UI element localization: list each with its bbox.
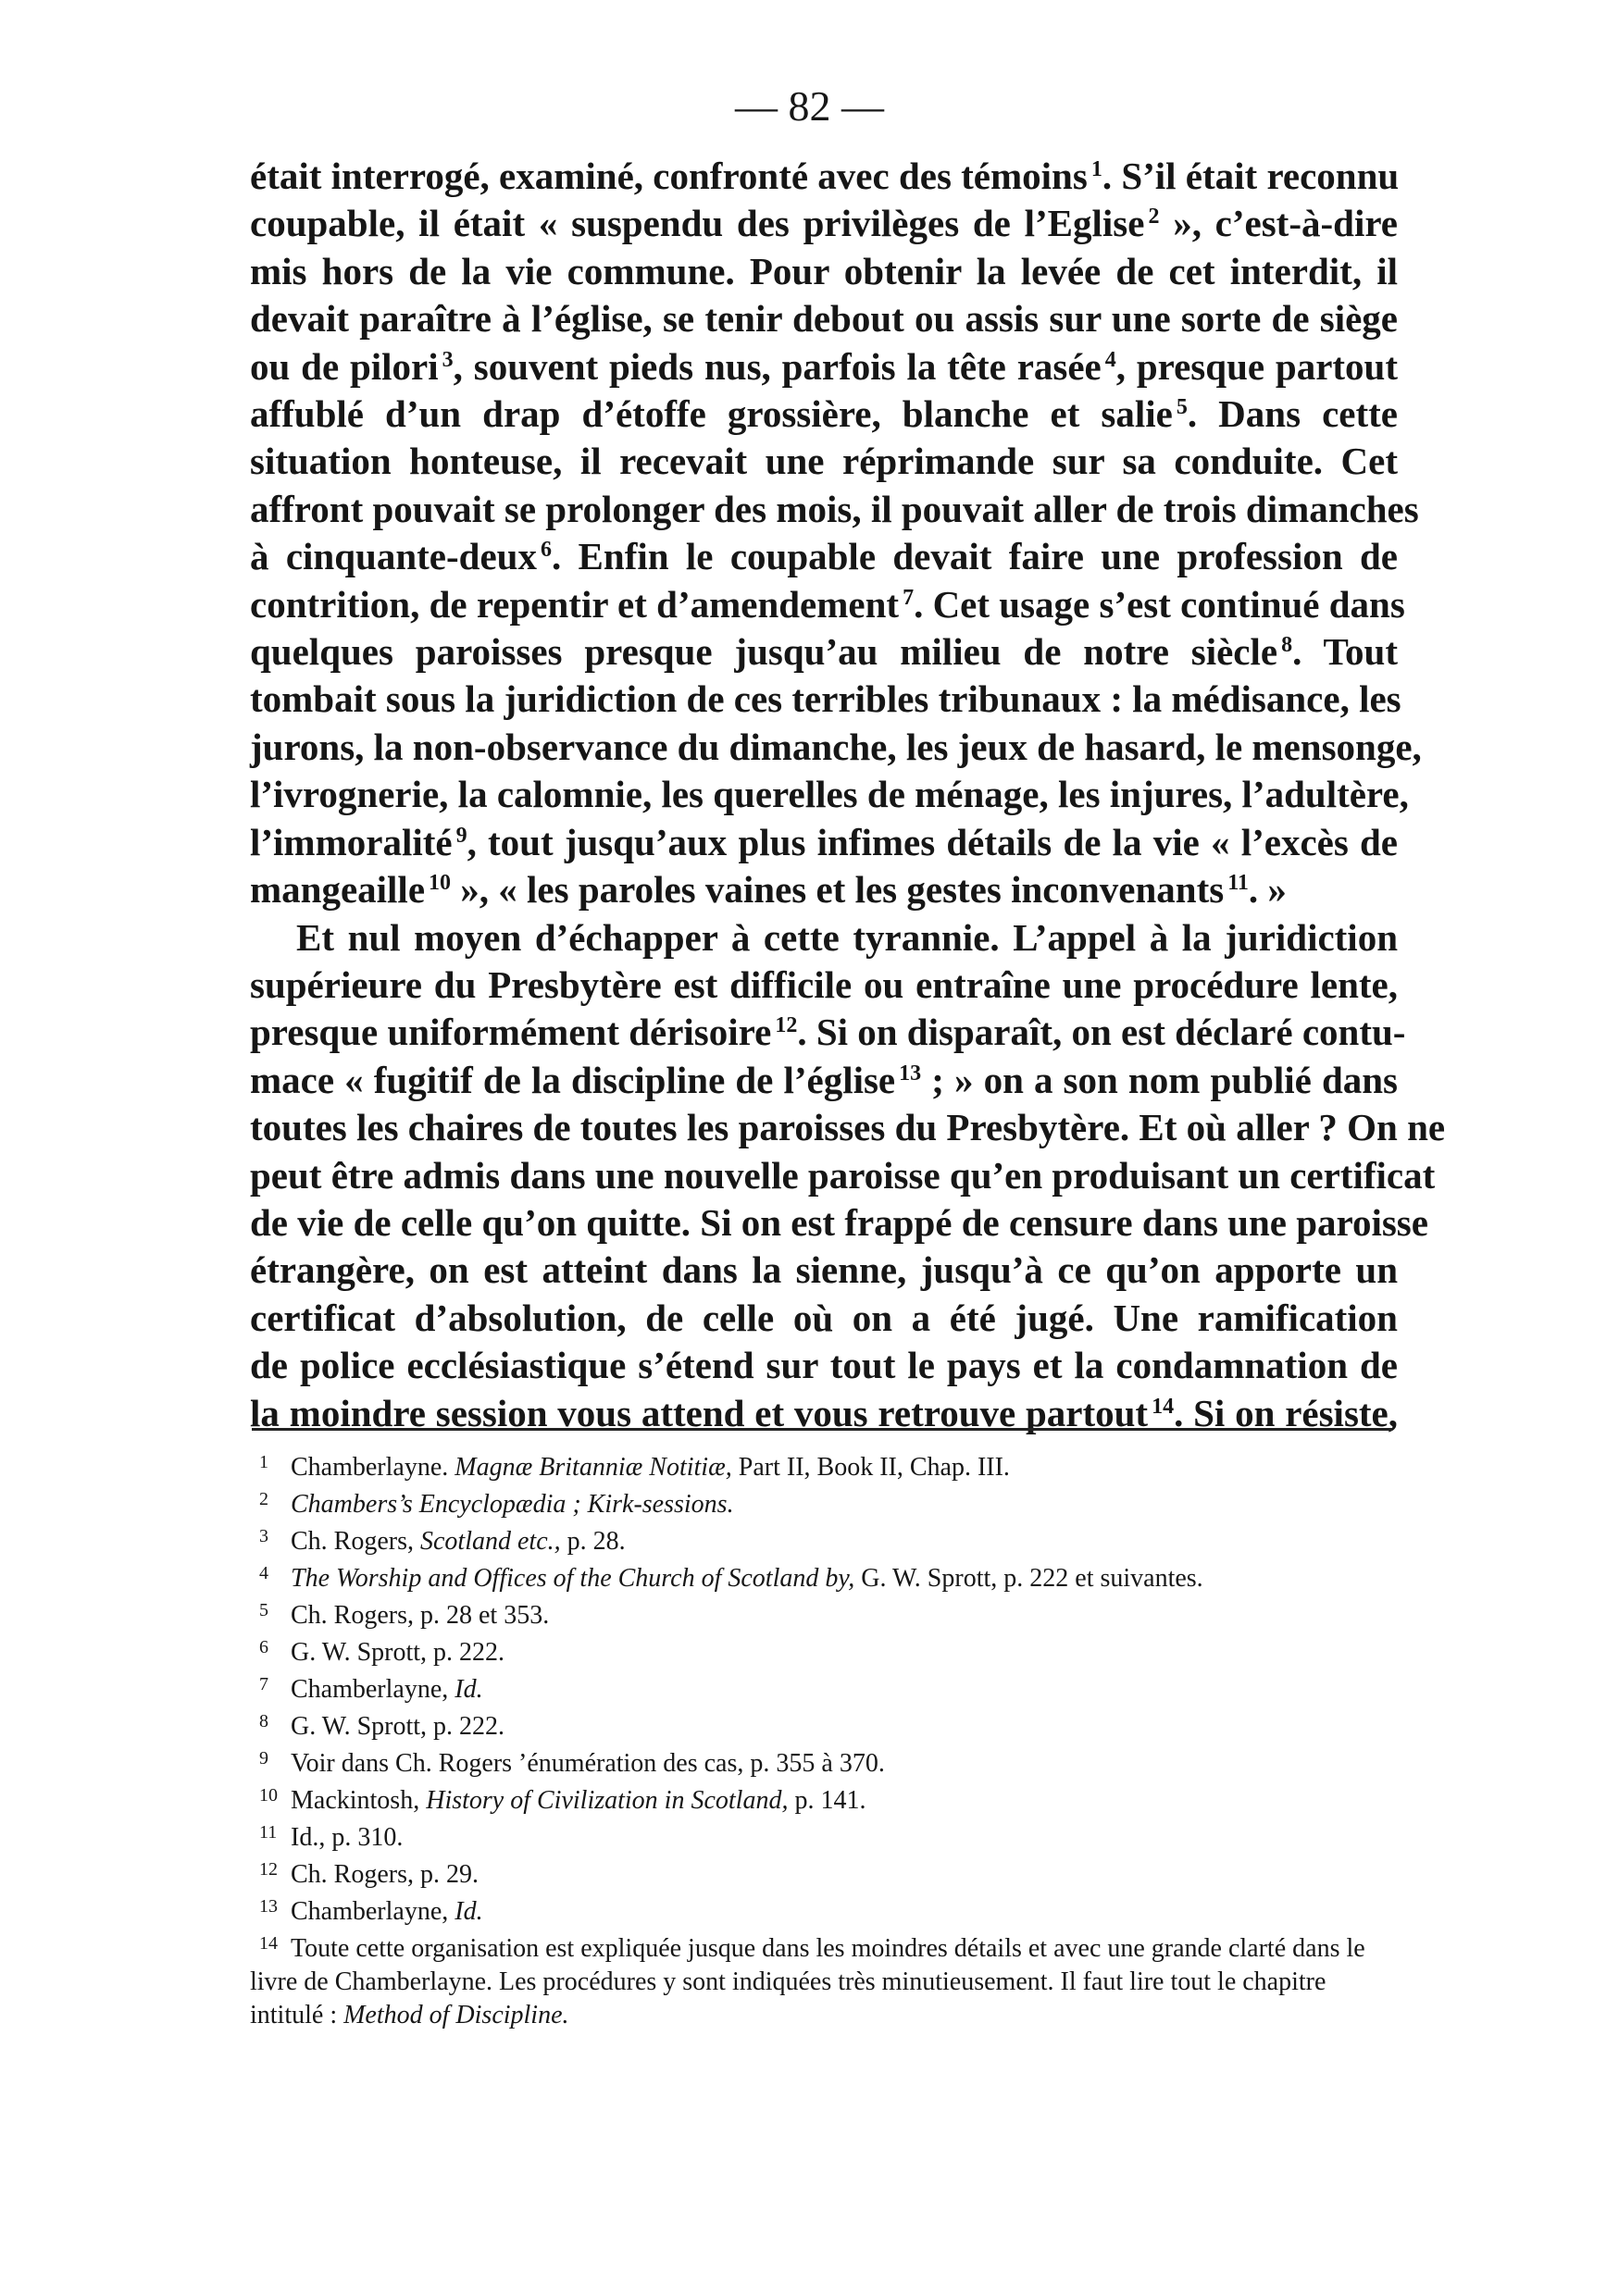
text-line: supérieure du Presbytère est difficile ou entraîne une procédure lente, [250,962,1398,1006]
footnote-ref[interactable]: 10 [429,871,452,896]
text-line: certificat d’absolution, de celle où on a été jugé. Une ramification [250,1296,1398,1339]
footnote-ref[interactable]: 11 [1227,871,1249,896]
footnote-ref[interactable]: 1 [1090,157,1102,181]
footnote-ref[interactable]: 14 [1152,1394,1175,1419]
footnote-text: Part II, Book II, Chap. III. [731,1453,1010,1482]
footnote-6: 6 G. W. Sprott, p. 222. [259,1637,505,1667]
footnote-text: Magnæ Britanniæ Notitiæ, [455,1453,732,1482]
footnote-13: 13 Chamberlayne, Id. [259,1896,483,1926]
paragraph [250,914,1446,1437]
footnote-ref[interactable]: 5 [1176,395,1188,420]
page-number: — 82 — [735,82,884,130]
footnote-ref[interactable]: 9 [455,823,467,848]
footnote-ref[interactable]: 13 [899,1061,922,1086]
text-line: mangeaille $^{10}$ », « les paroles vaines et les gestes inconvenants $^{11}$. » [250,868,1287,912]
footnote-ref[interactable]: 12 [775,1013,798,1038]
paragraph [250,153,1422,914]
footnote-text: p. 28. [560,1527,626,1556]
text-line: l’immoralité $^9$, tout jusqu’aux plus infimes détails de la vie « l’excès de [250,820,1398,863]
text-line: la moindre session vous attend et vous retrouve partout $^{14}$. Si on résiste, [250,1391,1398,1434]
footnote-text: Chamberlayne, [291,1897,455,1926]
footnote-text: Toute cette organisation est expliquée jusque dans les moindres détails et avec une grande clarté dans le livre de Chamberlayne. Les procédures y sont indiquées très minutieusement. Il faut lire tout le chapitre intitulé : [250,1934,1365,2029]
footnote-ref[interactable]: 7 [903,585,915,610]
text-line: situation honteuse, il recevait une réprimande sur sa conduite. Cet [250,440,1398,483]
footnote-text: G. W. Sprott, p. 222. [291,1712,505,1741]
text-line: Et nul moyen d’échapper à cette tyrannie. L’appel à la juridiction [296,915,1398,959]
footnote-ref[interactable]: 3 [442,347,454,372]
text-line: affublé d’un drap d’étoffe grossière, blanche et salie $^5$. Dans cette [250,392,1398,436]
footnote-text: G. W. Sprott, p. 222. [291,1638,505,1667]
footnote-text: Method of Discipline. [343,2001,569,2029]
footnote-rule [252,1428,1392,1431]
text-line: était interrogé, examiné, confronté avec des témoins $^1$. S’il était reconnu [250,155,1400,197]
footnote-text: Ch. Rogers, p. 28 et 353. [291,1601,550,1630]
footnote-text: The Worship and Offices of the Church of Scotland by, [291,1564,855,1593]
footnote-8: 8 G. W. Sprott, p. 222. [259,1711,505,1741]
footnote-text: Id. [455,1675,483,1704]
footnote-text: Ch. Rogers, [291,1527,420,1556]
text-line: presque uniformément dérisoire $^{12}$. Si on disparaît, on est déclaré contu- [250,1011,1406,1054]
footnotes [250,1451,1398,2036]
footnote-text: Id. [455,1897,483,1926]
footnote-7: 7 Chamberlayne, Id. [259,1674,483,1704]
footnote-text: Voir dans Ch. Rogers ’énumération des cas, p. 355 à 370. [291,1749,885,1778]
footnote-5: 5 Ch. Rogers, p. 28 et 353. [259,1600,550,1630]
footnote-ref[interactable]: 4 [1104,347,1116,372]
text-line: à cinquante-deux $^6$. Enfin le coupable devait faire une profession de [250,535,1398,578]
text-line: de police ecclésiastique s’étend sur tout le pays et la condamnation de [250,1344,1398,1387]
footnote-text: Chambers’s Encyclopædia ; Kirk-sessions. [291,1490,734,1519]
text-line: jurons, la non-observance du dimanche, les jeux de hasard, le mensonge, [250,725,1422,768]
footnote-12: 12 Ch. Rogers, p. 29. [259,1859,479,1889]
text-line: étrangère, on est atteint dans la sienne, jusqu’à ce qu’on apporte un [250,1248,1398,1292]
text-line: mace « fugitif de la discipline de l’église $^{13}$ ; » on a son nom publié dans [250,1058,1398,1101]
footnote-ref[interactable]: 2 [1148,205,1160,230]
footnote-1: 1 Chamberlayne. Magnæ Britanniæ Notitiæ, Part II, Book II, Chap. III. [259,1452,1010,1482]
footnote-4: 4 The Worship and Offices of the Church of Scotland by, G. W. Sprott, p. 222 et suivantes. [259,1563,1203,1593]
text-line: contrition, de repentir et d’amendement $^7$. Cet usage s’est continué dans [250,582,1405,626]
footnote-3: 3 Ch. Rogers, Scotland etc., p. 28. [259,1526,626,1556]
footnote-text: Scotland etc., [420,1527,561,1556]
footnote-ref[interactable]: 8 [1281,633,1293,658]
text-line: l’ivrognerie, la calomnie, les querelles de ménage, les injures, l’adultère, [250,773,1409,816]
text-line: devait paraître à l’église, se tenir debout ou assis sur une sorte de siège [250,297,1398,341]
footnote-ref[interactable]: 6 [540,538,552,563]
text-line: quelques paroisses presque jusqu’au milieu de notre siècle $^8$. Tout [250,630,1398,674]
footnote-text: G. W. Sprott, p. 222 et suivantes. [854,1564,1203,1593]
text-line: affront pouvait se prolonger des mois, il pouvait aller de trois dimanches [250,487,1419,530]
footnote-text: Chamberlayne, [291,1675,455,1704]
footnote-text: History of Civilization in Scotland, [426,1786,789,1815]
body-text [250,153,1446,1437]
footnote-9: 9 Voir dans Ch. Rogers ’énumération des cas, p. 355 à 370. [259,1748,885,1778]
footnote-2: 2 Chambers’s Encyclopædia ; Kirk-sessions. [259,1489,734,1519]
footnote-text: Chamberlayne. [291,1453,455,1482]
text-line: de vie de celle qu’on quitte. Si on est frappé de censure dans une paroisse [250,1200,1428,1244]
footnote-text: Id., p. 310. [291,1823,404,1852]
text-line: mis hors de la vie commune. Pour obtenir la levée de cet interdit, il [250,249,1398,292]
footnote-14: 14 Toute cette organisation est expliquée jusque dans les moindres détails et avec une grande clarté dans le livre de Chamberlayne. Les procédures y sont indiquées très minutieusement. Il faut lire tout le chapitre intitulé : Method of Discipline. [250,1933,1365,2029]
text-line: coupable, il était « suspendu des privilèges de l’Eglise $^2$ », c’est-à-dire [250,202,1398,245]
text-line: ou de pilori $^3$, souvent pieds nus, parfois la tête rasée $^4$, presque partout [250,344,1399,388]
text-line: tombait sous la juridiction de ces terribles tribunaux : la médisance, les [250,677,1401,721]
text-line: toutes les chaires de toutes les paroisses du Presbytère. Et où aller ? On ne [250,1106,1446,1149]
footnote-text: Mackintosh, [291,1786,427,1815]
footnote-10: 10 Mackintosh, History of Civilization in Scotland, p. 141. [259,1785,866,1815]
footnote-11: 11 Id., p. 310. [259,1822,404,1852]
footnote-text: Ch. Rogers, p. 29. [291,1860,479,1889]
text-line: peut être admis dans une nouvelle paroisse qu’en produisant un certificat [250,1153,1436,1197]
footnote-text: p. 141. [788,1786,866,1815]
